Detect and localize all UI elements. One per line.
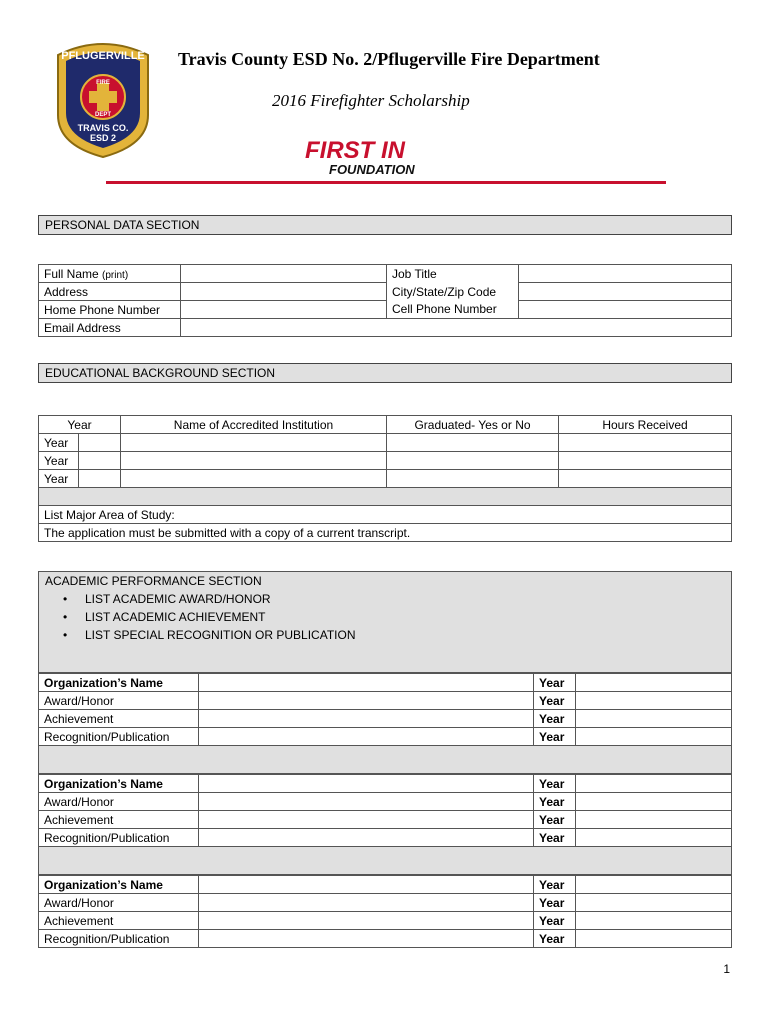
- cell-phone-field[interactable]: [519, 301, 732, 319]
- year-label: Year: [534, 692, 576, 710]
- year-label: Year: [534, 811, 576, 829]
- education-col-year: Year: [39, 416, 121, 434]
- academic-bullet-list: [39, 590, 731, 644]
- home-phone-field[interactable]: [181, 301, 387, 319]
- foundation-logo: [303, 130, 483, 178]
- education-graduated-field[interactable]: [387, 434, 559, 452]
- org-name-label: Organization’s Name: [39, 876, 199, 894]
- award-field[interactable]: [199, 894, 534, 912]
- org-spacer-2: [38, 846, 732, 875]
- year-field[interactable]: [576, 793, 732, 811]
- city-state-zip-label: City/State/Zip Code: [392, 284, 497, 299]
- education-section-header: [38, 363, 732, 383]
- year-label: Year: [534, 674, 576, 692]
- transcript-note: The application must be submitted with a copy of a current transcript.: [39, 524, 732, 542]
- achievement-field[interactable]: [199, 811, 534, 829]
- personal-data-table: [38, 264, 732, 337]
- achievement-field[interactable]: [199, 710, 534, 728]
- org-name-label: Organization’s Name: [39, 674, 199, 692]
- academic-bullet-recognition: • LIST SPECIAL RECOGNITION OR PUBLICATION: [63, 626, 731, 644]
- recognition-label: Recognition/Publication: [39, 930, 199, 948]
- academic-section-header: [38, 571, 732, 673]
- recognition-field[interactable]: [199, 728, 534, 746]
- header-divider: [106, 181, 666, 184]
- badge-bottom-text-2: ESD 2: [89, 133, 117, 143]
- recognition-label: Recognition/Publication: [39, 829, 199, 847]
- year-field[interactable]: [576, 811, 732, 829]
- org-name-field[interactable]: [199, 674, 534, 692]
- personal-section-header: [38, 215, 732, 235]
- year-label: Year: [534, 894, 576, 912]
- org-name-label: Organization’s Name: [39, 775, 199, 793]
- education-col-institution: Name of Accredited Institution: [121, 416, 387, 434]
- full-name-label: Full Name (print): [39, 265, 181, 283]
- year-label: Year: [534, 775, 576, 793]
- org-name-field[interactable]: [199, 775, 534, 793]
- year-label: Year: [534, 728, 576, 746]
- document-subtitle: 2016 Firefighter Scholarship: [272, 91, 470, 110]
- major-study-field[interactable]: List Major Area of Study:: [39, 506, 732, 524]
- year-label: Year: [534, 829, 576, 847]
- recognition-field[interactable]: [199, 930, 534, 948]
- recognition-label: Recognition/Publication: [39, 728, 199, 746]
- email-label: Email Address: [39, 319, 181, 337]
- organization-block-2: [38, 774, 732, 847]
- year-field[interactable]: [576, 829, 732, 847]
- education-col-graduated: Graduated- Yes or No: [387, 416, 559, 434]
- year-label: Year: [534, 876, 576, 894]
- document-title: Travis County ESD No. 2/Pflugerville Fire Department: [178, 49, 600, 69]
- job-title-field[interactable]: [519, 265, 732, 283]
- personal-section-title: PERSONAL DATA SECTION: [45, 218, 200, 232]
- home-phone-label: Home Phone Number: [39, 301, 181, 319]
- year-field[interactable]: [576, 930, 732, 948]
- education-institution-field[interactable]: [121, 434, 387, 452]
- department-badge-logo: [52, 37, 154, 159]
- achievement-label: Achievement: [39, 710, 199, 728]
- year-label: Year: [534, 710, 576, 728]
- award-field[interactable]: [199, 793, 534, 811]
- year-field[interactable]: [576, 674, 732, 692]
- badge-inner-bottom: DEPT: [94, 112, 112, 118]
- foundation-logo-line2: FOUNDATION: [329, 162, 415, 177]
- education-year-field[interactable]: [79, 434, 121, 452]
- badge-inner-top: FIRE: [96, 80, 110, 86]
- education-year-field[interactable]: [79, 470, 121, 488]
- email-field[interactable]: [181, 319, 732, 337]
- badge-top-text: PFLUGERVILLE: [61, 50, 145, 62]
- education-institution-field[interactable]: [121, 470, 387, 488]
- org-spacer-1: [38, 745, 732, 774]
- education-section-title: EDUCATIONAL BACKGROUND SECTION: [45, 366, 276, 380]
- organization-block-3: [38, 875, 732, 948]
- education-hours-field[interactable]: [559, 452, 732, 470]
- cell-phone-label: Cell Phone Number: [392, 302, 497, 317]
- year-label: Year: [534, 930, 576, 948]
- academic-section-title: ACADEMIC PERFORMANCE SECTION: [45, 574, 262, 588]
- organization-block-1: [38, 673, 732, 746]
- year-field[interactable]: [576, 894, 732, 912]
- achievement-label: Achievement: [39, 811, 199, 829]
- foundation-logo-line1: FIRST IN: [305, 137, 405, 164]
- org-name-field[interactable]: [199, 876, 534, 894]
- year-field[interactable]: [576, 912, 732, 930]
- badge-bottom-text-1: TRAVIS CO.: [77, 123, 129, 133]
- education-row-year-label: Year: [39, 470, 79, 488]
- education-row-year-label: Year: [39, 434, 79, 452]
- education-hours-field[interactable]: [559, 470, 732, 488]
- award-label: Award/Honor: [39, 894, 199, 912]
- education-table: [38, 415, 732, 542]
- year-field[interactable]: [576, 728, 732, 746]
- full-name-field[interactable]: [181, 265, 387, 283]
- year-field[interactable]: [576, 692, 732, 710]
- job-title-label: Job Title: [387, 265, 519, 283]
- year-label: Year: [534, 793, 576, 811]
- address-label: Address: [39, 283, 181, 301]
- award-field[interactable]: [199, 692, 534, 710]
- year-field[interactable]: [576, 775, 732, 793]
- achievement-field[interactable]: [199, 912, 534, 930]
- award-label: Award/Honor: [39, 692, 199, 710]
- education-spacer-row: [39, 488, 732, 506]
- academic-bullet-achievement: • LIST ACADEMIC ACHIEVEMENT: [63, 608, 731, 626]
- education-institution-field[interactable]: [121, 452, 387, 470]
- achievement-label: Achievement: [39, 912, 199, 930]
- recognition-field[interactable]: [199, 829, 534, 847]
- education-graduated-field[interactable]: [387, 470, 559, 488]
- education-hours-field[interactable]: [559, 434, 732, 452]
- academic-bullet-award: • LIST ACADEMIC AWARD/HONOR: [63, 590, 731, 608]
- year-field[interactable]: [576, 876, 732, 894]
- year-field[interactable]: [576, 710, 732, 728]
- education-row-year-label: Year: [39, 452, 79, 470]
- education-year-field[interactable]: [79, 452, 121, 470]
- education-graduated-field[interactable]: [387, 452, 559, 470]
- year-label: Year: [534, 912, 576, 930]
- award-label: Award/Honor: [39, 793, 199, 811]
- city-state-zip-field[interactable]: [519, 283, 732, 301]
- education-col-hours: Hours Received: [559, 416, 732, 434]
- address-field[interactable]: [181, 283, 387, 301]
- page-number: 1: [723, 962, 730, 976]
